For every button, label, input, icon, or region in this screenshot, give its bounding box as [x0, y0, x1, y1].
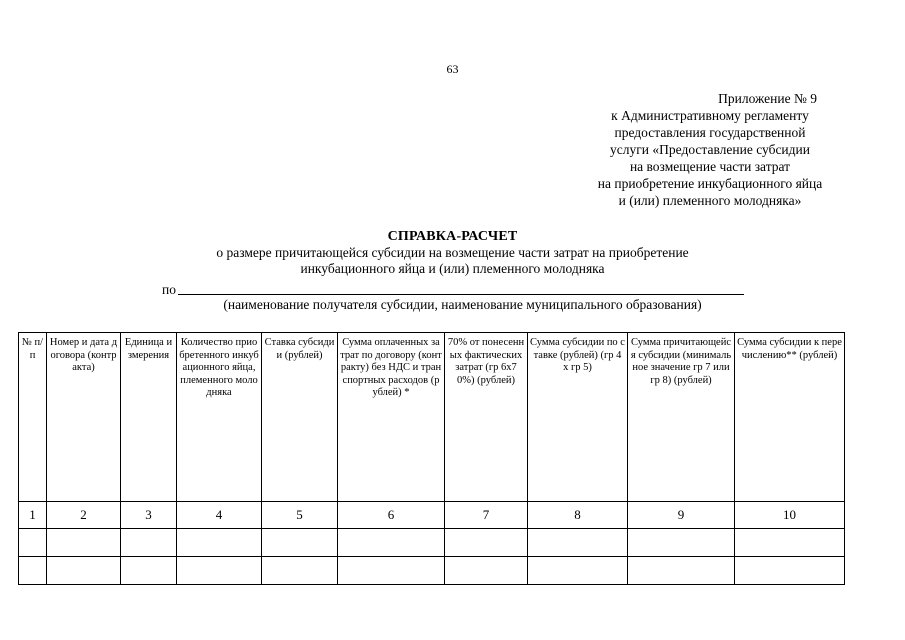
table-cell[interactable] — [47, 557, 121, 585]
table-cell[interactable] — [528, 557, 628, 585]
table-cell[interactable] — [445, 529, 528, 557]
document-title: СПРАВКА-РАСЧЕТ — [387, 229, 518, 244]
appendix-block — [575, 90, 845, 209]
recipient-caption: (наименование получателя субсидии, наименование муниципального образования) — [223, 297, 702, 312]
table-cell[interactable] — [735, 529, 845, 557]
subtitle-line: о размере причитающейся субсидии на возмещение части затрат на приобретение — [216, 245, 689, 260]
column-number: 3 — [121, 502, 177, 529]
header-row — [19, 333, 845, 502]
col-header-seventy-percent: 70% от понесенных фактических затрат (гр 6х70%) (рублей) — [445, 333, 528, 502]
appendix-line: и (или) племенного молодняка» — [618, 193, 802, 208]
table-cell[interactable] — [177, 529, 262, 557]
table-row — [19, 529, 845, 557]
subtitle-line: инкубационного яйца и (или) племенного молодняка — [300, 261, 605, 276]
table-cell[interactable] — [528, 529, 628, 557]
col-header-paid-costs: Сумма оплаченных затрат по договору (контракту) без НДС и транспортных расходов (рублей) * — [338, 333, 445, 502]
table-cell[interactable] — [338, 529, 445, 557]
table-cell[interactable] — [121, 557, 177, 585]
recipient-prefix: по — [162, 282, 176, 297]
table-cell[interactable] — [19, 529, 47, 557]
column-number: 6 — [338, 502, 445, 529]
table-cell[interactable] — [121, 529, 177, 557]
table-cell[interactable] — [628, 529, 735, 557]
column-number-row — [19, 502, 845, 529]
column-number: 7 — [445, 502, 528, 529]
col-header-transfer-subsidy: Сумма субсидии к перечислению** (рублей) — [735, 333, 845, 502]
appendix-line: на приобретение инкубационного яйца — [597, 176, 823, 191]
col-header-contract: Номер и дата договора (контракта) — [47, 333, 121, 502]
recipient-row — [162, 282, 752, 296]
appendix-line: к Административному регламенту — [611, 108, 809, 123]
document-subtitle — [0, 245, 905, 277]
column-number: 1 — [19, 502, 47, 529]
recipient-blank-line[interactable] — [178, 294, 744, 295]
table-cell[interactable] — [338, 557, 445, 585]
column-number: 5 — [262, 502, 338, 529]
col-header-quantity: Количество приобретенного инкубационного яйца, племенного молодняка — [177, 333, 262, 502]
table-cell[interactable] — [628, 557, 735, 585]
col-header-due-subsidy: Сумма причитающейся субсидии (минимальное значение гр 7 или гр 8) (рублей) — [628, 333, 735, 502]
calculation-table — [18, 332, 845, 585]
column-number: 9 — [628, 502, 735, 529]
page-number: 63 — [446, 62, 459, 76]
column-number: 2 — [47, 502, 121, 529]
column-number: 8 — [528, 502, 628, 529]
table-row — [19, 557, 845, 585]
table-cell[interactable] — [262, 529, 338, 557]
column-number: 10 — [735, 502, 845, 529]
table-cell[interactable] — [735, 557, 845, 585]
table-cell[interactable] — [177, 557, 262, 585]
table-cell[interactable] — [262, 557, 338, 585]
table-cell[interactable] — [19, 557, 47, 585]
table-cell[interactable] — [47, 529, 121, 557]
table-cell[interactable] — [445, 557, 528, 585]
appendix-line: услуги «Предоставление субсидии — [610, 142, 810, 157]
appendix-line: Приложение № 9 — [718, 91, 817, 106]
appendix-line: на возмещение части затрат — [629, 159, 791, 174]
col-header-unit: Единица измерения — [121, 333, 177, 502]
col-header-rate: Ставка субсидии (рублей) — [262, 333, 338, 502]
col-header-number: № п/п — [19, 333, 47, 502]
col-header-subsidy-by-rate: Сумма субсидии по ставке (рублей) (гр 4 х гр 5) — [528, 333, 628, 502]
column-number: 4 — [177, 502, 262, 529]
appendix-line: предоставления государственной — [614, 125, 806, 140]
